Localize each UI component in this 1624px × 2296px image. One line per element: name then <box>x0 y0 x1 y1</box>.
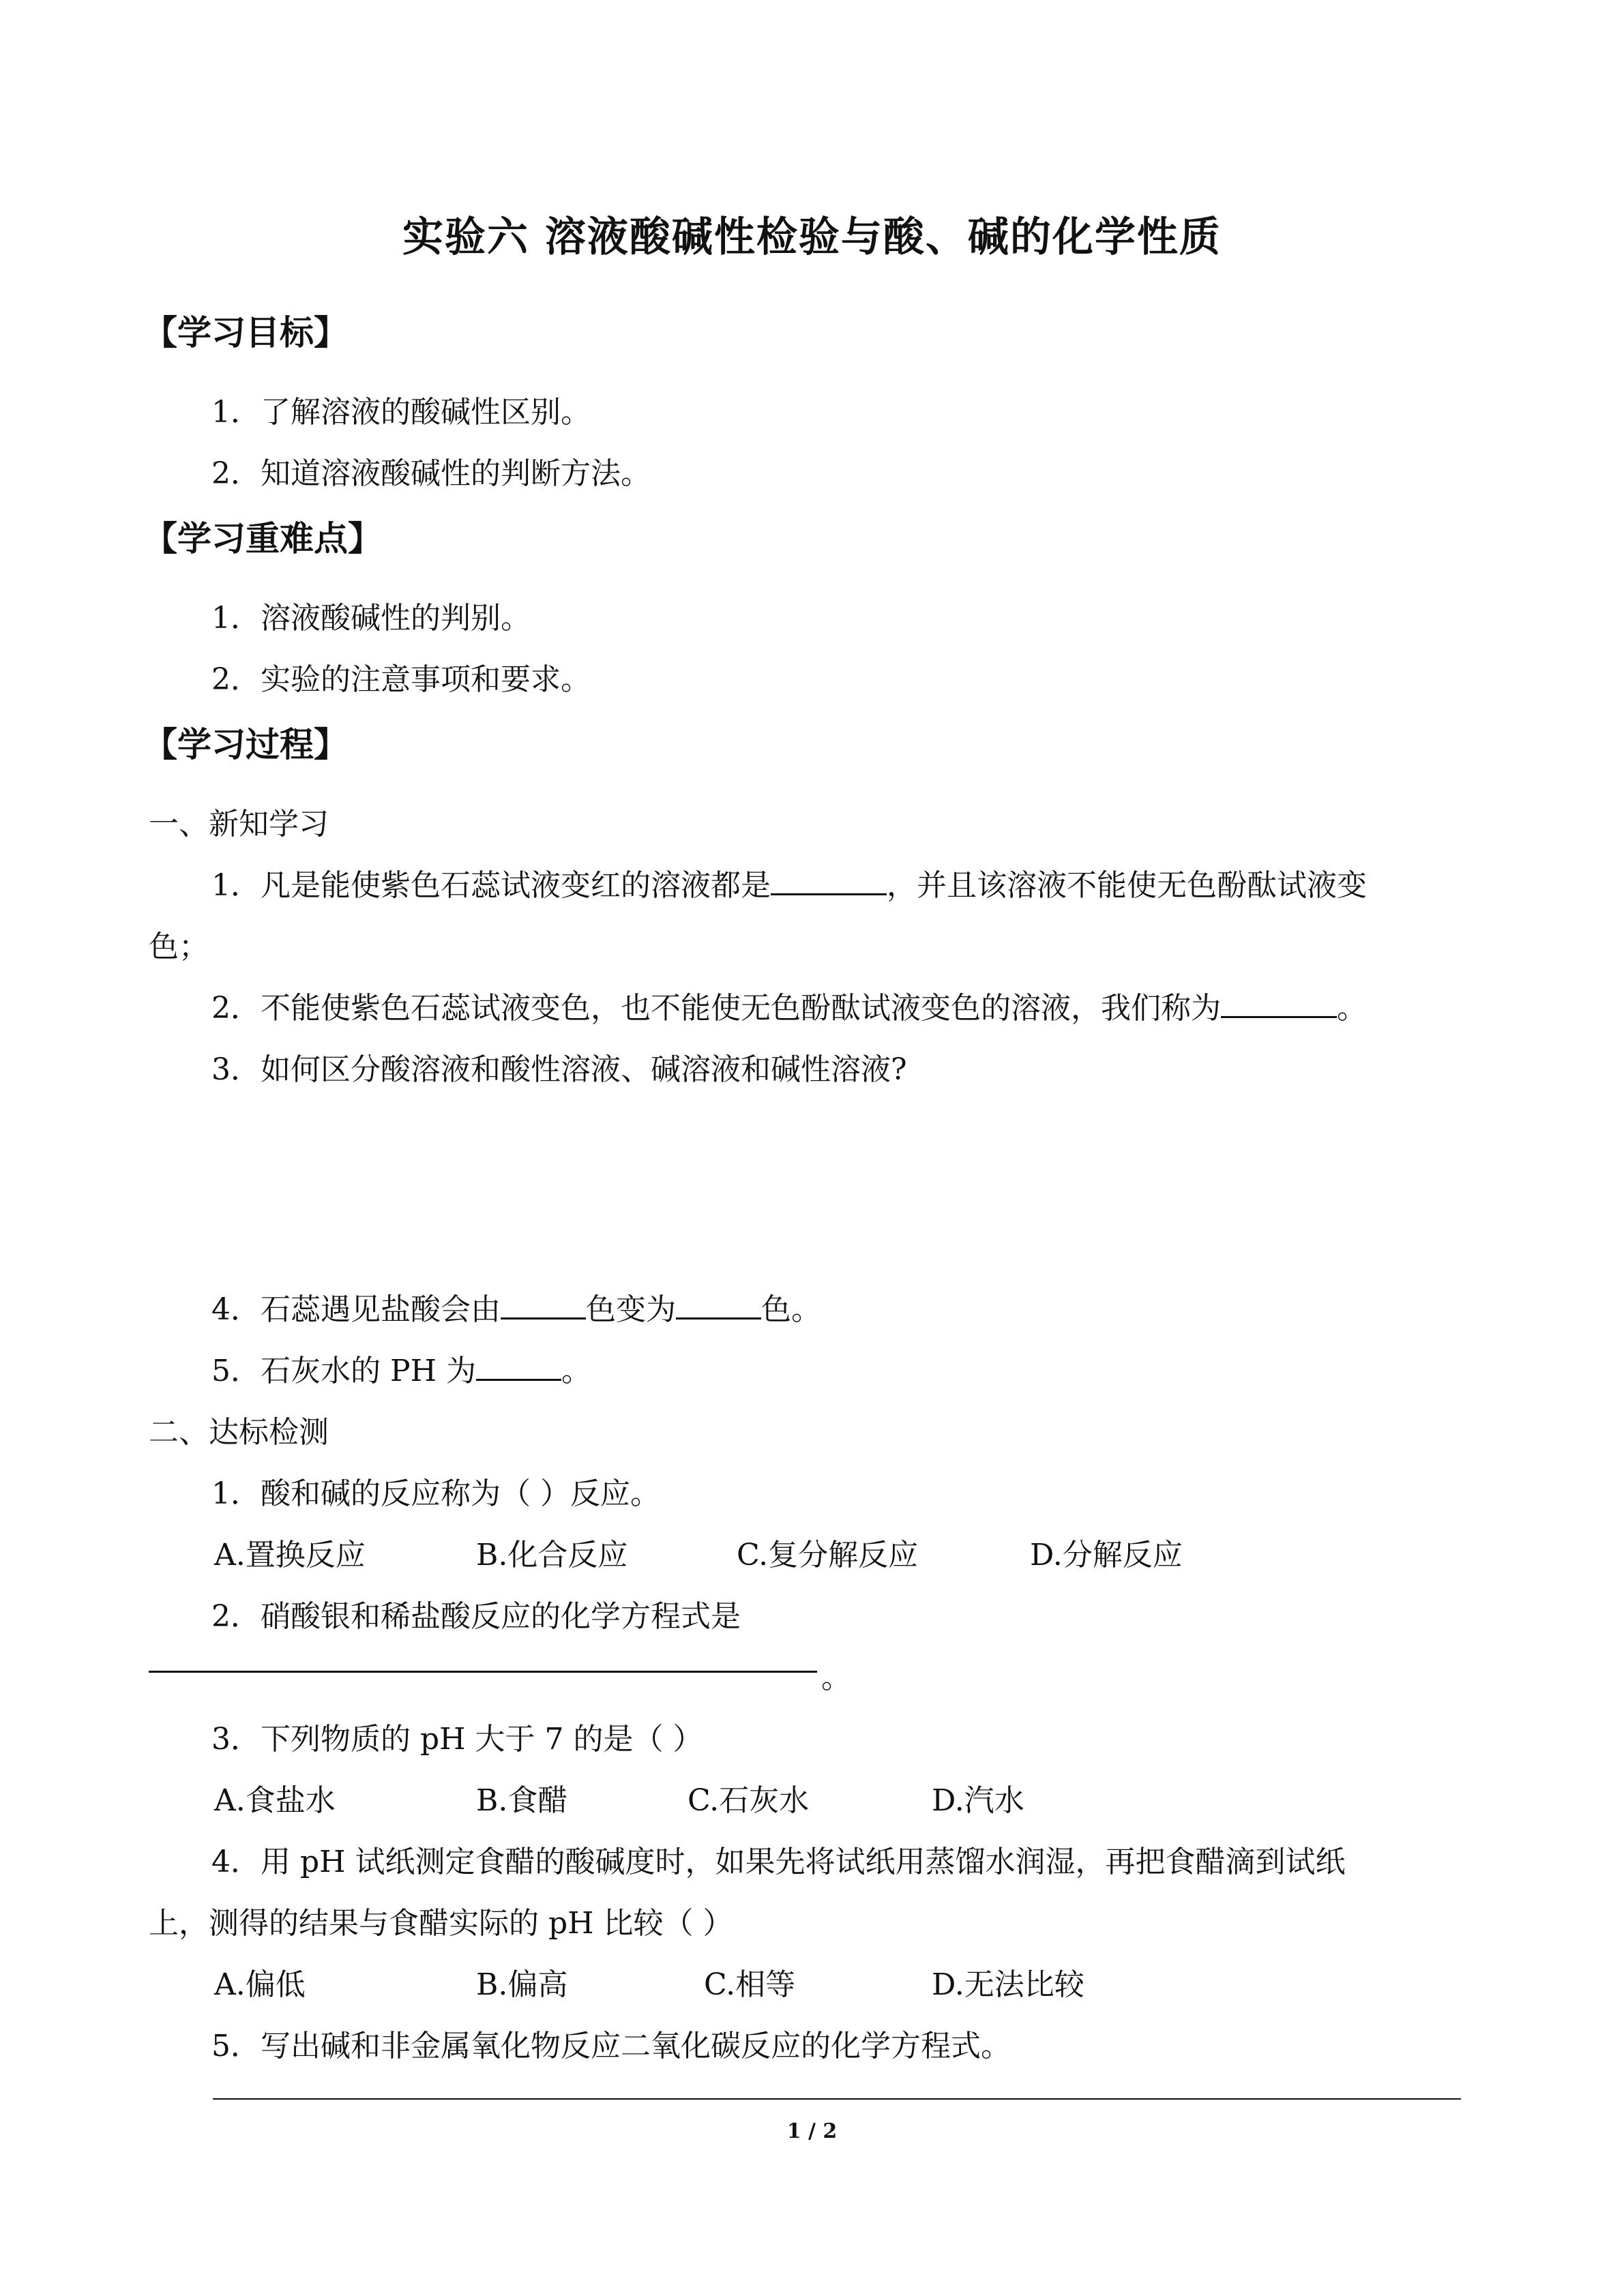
q1-option-c: C.复分解反应 <box>737 1538 919 1572</box>
part1-question-3: 3．如何区分酸溶液和酸性溶液、碱溶液和碱性溶液? <box>211 1052 907 1087</box>
key-item-2: 2．实验的注意事项和要求。 <box>211 662 591 697</box>
question-text: 。 <box>561 1354 591 1388</box>
answer-line[interactable] <box>149 1671 817 1673</box>
goal-item-1: 1．了解溶液的酸碱性区别。 <box>211 395 591 430</box>
page-title: 实验六 溶液酸碱性检验与酸、碱的化学性质 <box>402 213 1222 261</box>
q4-option-d: D.无法比较 <box>932 1967 1084 2002</box>
answer-blank[interactable] <box>771 867 887 895</box>
section-heading-process: 【学习过程】 <box>143 725 348 764</box>
q4-option-b: B.偏高 <box>476 1967 568 2002</box>
q4-option-a: A.偏低 <box>214 1967 306 2002</box>
answer-blank[interactable] <box>676 1292 761 1320</box>
q1-option-b: B.化合反应 <box>476 1538 628 1572</box>
section-heading-key-points: 【学习重难点】 <box>143 519 382 558</box>
question-text: 。 <box>1337 991 1367 1026</box>
part1-question-1-cont: 色； <box>149 929 209 964</box>
part2-question-5: 5．写出碱和非金属氧化物反应二氧化碳反应的化学方程式。 <box>211 2029 1011 2063</box>
q3-option-a: A.食盐水 <box>214 1783 336 1818</box>
goal-item-2: 2．知道溶液酸碱性的判断方法。 <box>211 456 651 491</box>
part1-question-5 <box>211 1346 591 1390</box>
part1-question-2 <box>211 983 1367 1027</box>
part1-question-1 <box>211 861 1367 904</box>
part2-heading: 二、达标检测 <box>149 1415 329 1450</box>
q3-option-c: C.石灰水 <box>688 1783 810 1818</box>
question-text: 5．石灰水的 PH 为 <box>211 1354 476 1388</box>
part2-question-3: 3．下列物质的 pH 大于 7 的是（ ） <box>211 1722 703 1757</box>
q3-option-b: B.食醋 <box>476 1783 568 1818</box>
footer-divider <box>213 2098 1461 2100</box>
key-item-1: 1．溶液酸碱性的判别。 <box>211 601 531 636</box>
part2-question-4-cont: 上，测得的结果与食醋实际的 pH 比较（ ） <box>149 1906 733 1941</box>
part2-question-4: 4．用 pH 试纸测定食醋的酸碱度时，如果先将试纸用蒸馏水润湿，再把食醋滴到试纸 <box>211 1845 1346 1879</box>
question-text: 色。 <box>761 1292 821 1327</box>
question-text: 1．凡是能使紫色石蕊试液变红的溶液都是 <box>211 868 771 903</box>
part1-question-4 <box>211 1285 821 1328</box>
question-text: 4．石蕊遇见盐酸会由 <box>211 1292 501 1327</box>
answer-blank[interactable] <box>1221 990 1337 1018</box>
question-text: 色变为 <box>586 1292 676 1327</box>
question-text: ，并且该溶液不能使无色酚酞试液变 <box>887 868 1367 903</box>
part1-heading: 一、新知学习 <box>149 807 329 841</box>
q3-option-d: D.汽水 <box>932 1783 1024 1818</box>
page-number: 1 / 2 <box>786 2119 838 2143</box>
q4-option-c: C.相等 <box>704 1967 796 2002</box>
answer-blank[interactable] <box>501 1292 586 1320</box>
part2-question-2: 2．硝酸银和稀盐酸反应的化学方程式是 <box>211 1599 741 1634</box>
question-2-end: 。 <box>821 1660 851 1695</box>
question-text: 2．不能使紫色石蕊试液变色，也不能使无色酚酞试液变色的溶液，我们称为 <box>211 991 1221 1026</box>
q1-option-d: D.分解反应 <box>1030 1538 1183 1572</box>
q1-option-a: A.置换反应 <box>214 1538 366 1572</box>
answer-blank[interactable] <box>476 1353 561 1381</box>
section-heading-goals: 【学习目标】 <box>143 313 348 353</box>
part2-question-1: 1．酸和碱的反应称为（ ）反应。 <box>211 1476 660 1511</box>
